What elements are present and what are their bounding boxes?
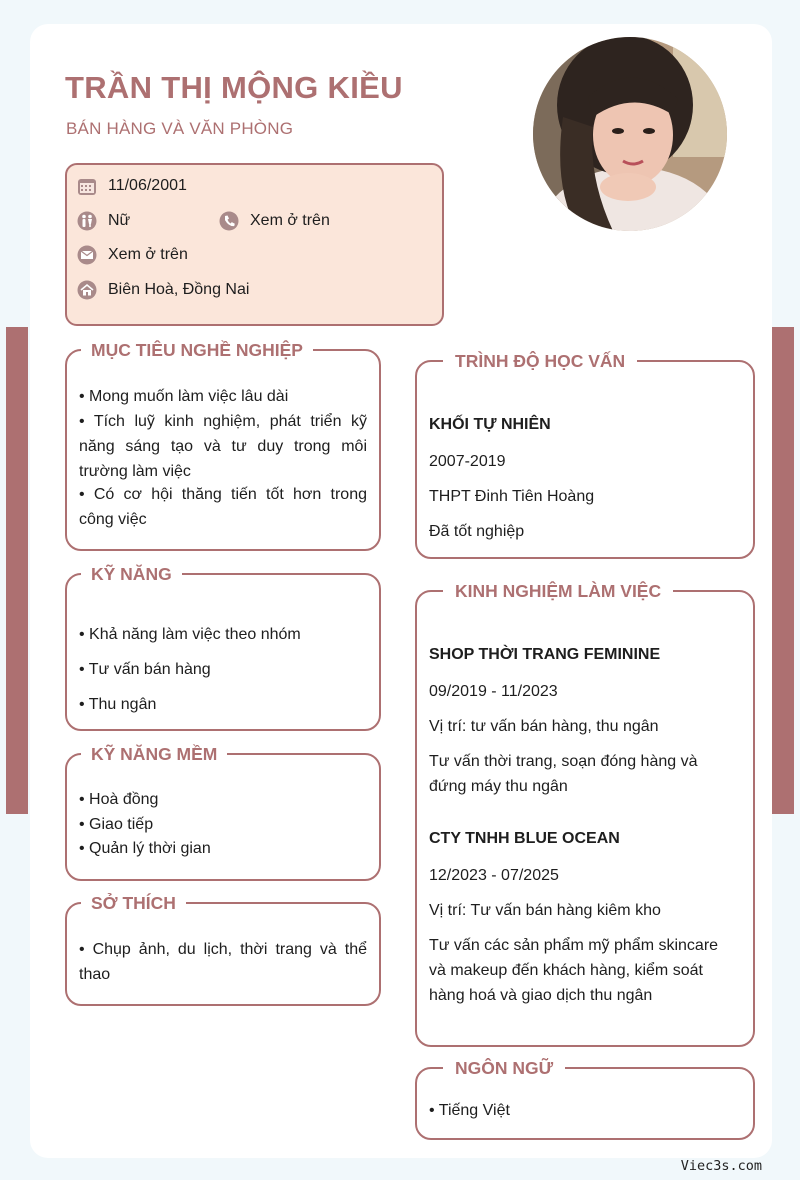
hobbies-text: • Chụp ảnh, du lịch, thời trang và thể thao bbox=[79, 941, 367, 983]
soft-skill-item: • Quản lý thời gian bbox=[79, 840, 211, 857]
birthday-value: 11/06/2001 bbox=[108, 177, 187, 194]
education-period: 2007-2019 bbox=[429, 453, 506, 470]
left-accent-band bbox=[6, 327, 28, 814]
objective-line: • Tích luỹ kinh nghiệm, phát triển kỹ năng sáng tạo và tư duy trong môi trường làm việc bbox=[79, 413, 367, 480]
objective-section bbox=[65, 340, 381, 551]
email-value: Xem ở trên bbox=[108, 246, 188, 263]
skill-item: • Thu ngân bbox=[79, 696, 157, 713]
job-role: Vị trí: tư vấn bán hàng, thu ngân bbox=[429, 718, 659, 735]
education-school: THPT Đinh Tiên Hoàng bbox=[429, 488, 595, 505]
job-period: 12/2023 - 07/2025 bbox=[429, 867, 559, 884]
education-section bbox=[415, 351, 755, 559]
soft-skills-section bbox=[65, 744, 381, 881]
gender-row bbox=[77, 211, 130, 231]
address-row bbox=[77, 280, 249, 300]
birthday-row bbox=[77, 176, 187, 196]
job-role: Vị trí: Tư vấn bán hàng kiêm kho bbox=[429, 902, 661, 919]
job-company: SHOP THỜI TRANG FEMININE bbox=[429, 646, 661, 663]
job-company: CTY TNHH BLUE OCEAN bbox=[429, 830, 620, 847]
hobbies-title: SỞ THÍCH bbox=[81, 891, 186, 915]
email-row bbox=[77, 245, 188, 265]
experience-section bbox=[415, 581, 755, 1047]
skill-item: • Tư vấn bán hàng bbox=[79, 661, 211, 678]
skills-section bbox=[65, 564, 381, 731]
languages-title: NGÔN NGỮ bbox=[443, 1056, 565, 1080]
soft-skills-title: KỸ NĂNG MỀM bbox=[81, 742, 227, 766]
objective-line: • Mong muốn làm việc lâu dài bbox=[79, 388, 289, 405]
watermark[interactable]: Viec3s.com bbox=[680, 1158, 762, 1174]
job-description: Tư vấn các sản phẩm mỹ phẩm skincare và makeup đến khách hàng, kiểm soát hàng hoá và giao dịch thu ngân bbox=[429, 937, 719, 1004]
candidate-position: BÁN HÀNG VÀ VĂN PHÒNG bbox=[66, 119, 294, 138]
experience-title: KINH NGHIỆM LÀM VIỆC bbox=[443, 579, 673, 603]
language-item: • Tiếng Việt bbox=[429, 1102, 510, 1119]
education-title: TRÌNH ĐỘ HỌC VẤN bbox=[443, 349, 637, 373]
objective-title: MỤC TIÊU NGHỀ NGHIỆP bbox=[81, 338, 313, 362]
gender-value: Nữ bbox=[108, 212, 131, 229]
education-major: KHỐI TỰ NHIÊN bbox=[429, 416, 551, 433]
gender-icon bbox=[77, 211, 97, 231]
objective-line: • Có cơ hội thăng tiến tốt hơn trong công việc bbox=[79, 486, 367, 528]
skills-title: KỸ NĂNG bbox=[81, 562, 182, 586]
avatar-photo bbox=[533, 37, 727, 231]
candidate-name: TRẦN THỊ MỘNG KIỀU bbox=[65, 70, 403, 105]
calendar-icon bbox=[77, 176, 97, 196]
hobbies-section bbox=[65, 893, 381, 1006]
job-period: 09/2019 - 11/2023 bbox=[429, 683, 558, 700]
phone-row bbox=[219, 211, 330, 231]
soft-skill-item: • Hoà đồng bbox=[79, 791, 159, 808]
skill-item: • Khả năng làm việc theo nhóm bbox=[79, 626, 301, 643]
education-status: Đã tốt nghiệp bbox=[429, 523, 525, 540]
soft-skill-item: • Giao tiếp bbox=[79, 816, 154, 833]
job-description: Tư vấn thời trang, soạn đóng hàng và đứng máy thu ngân bbox=[429, 753, 698, 795]
phone-value: Xem ở trên bbox=[250, 212, 330, 229]
phone-icon bbox=[219, 211, 239, 231]
address-value: Biên Hoà, Đồng Nai bbox=[108, 281, 250, 298]
avatar bbox=[533, 37, 727, 231]
right-accent-band bbox=[772, 327, 794, 814]
languages-section bbox=[415, 1058, 755, 1140]
email-icon bbox=[77, 245, 97, 265]
home-icon bbox=[77, 280, 97, 300]
